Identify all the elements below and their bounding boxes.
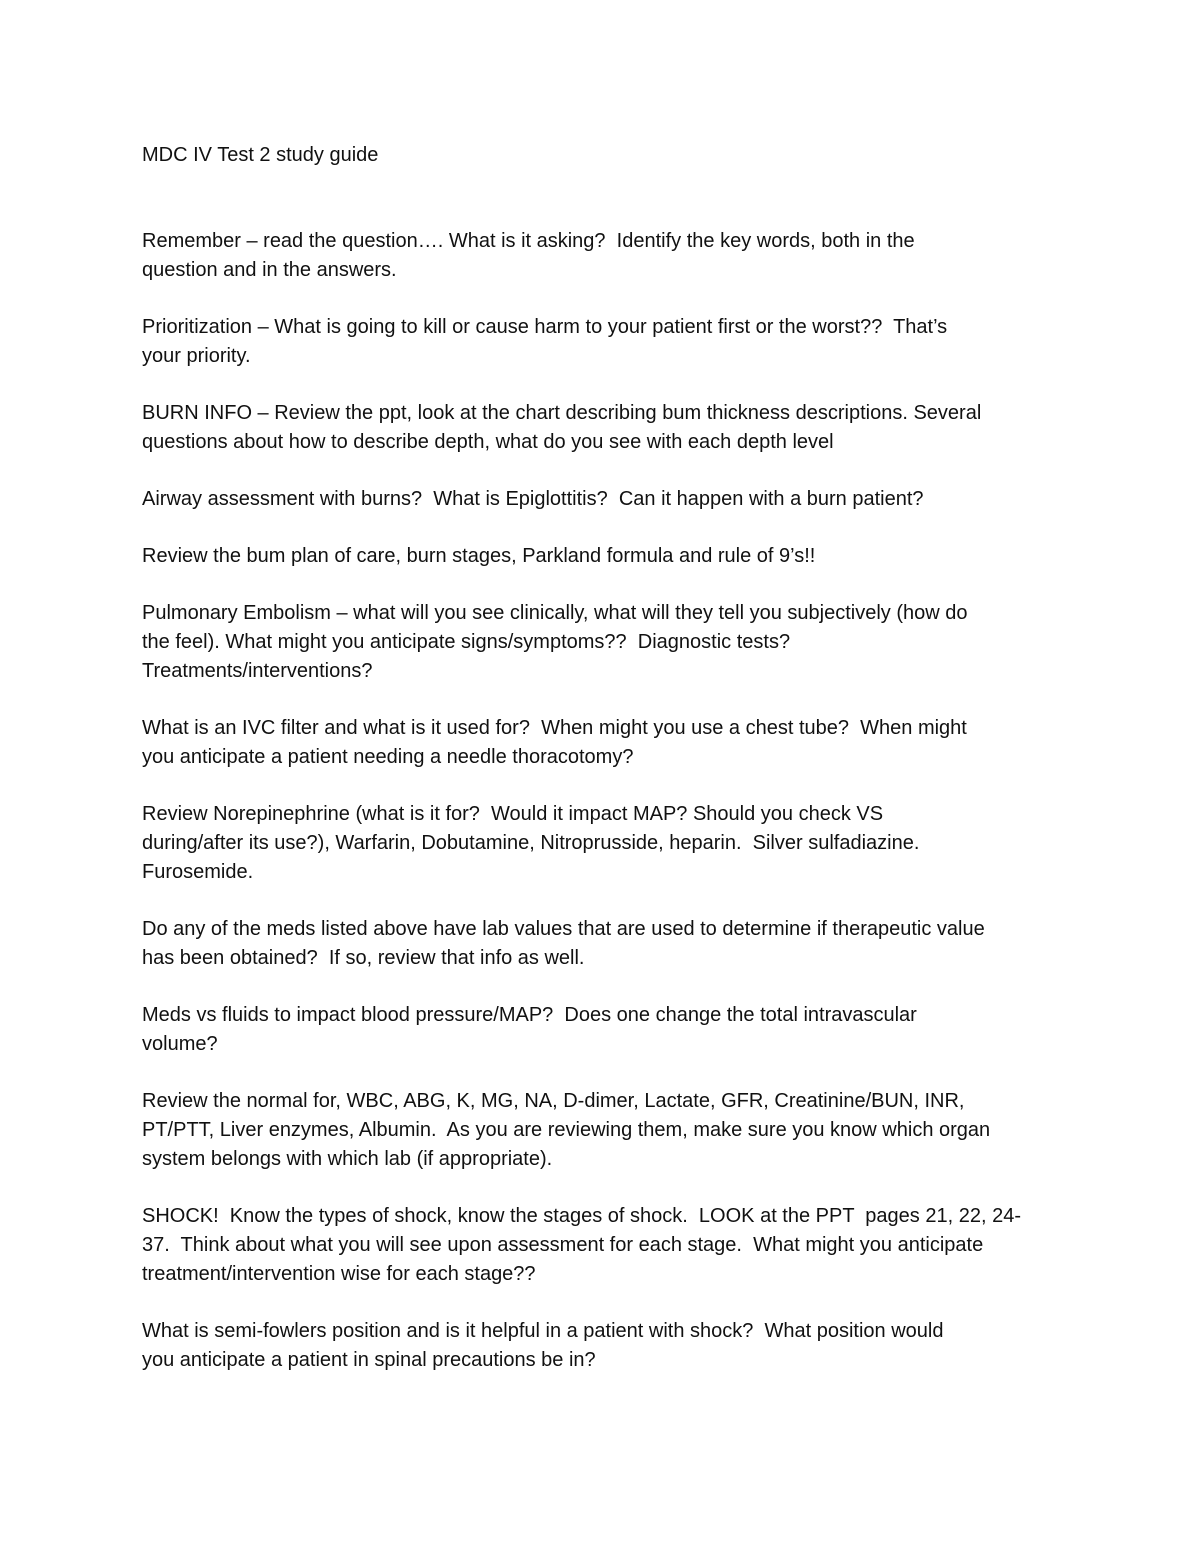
- paragraph-line: Do any of the meds listed above have lab values that are used to determine if therapeutic value: [142, 918, 985, 940]
- paragraph: [142, 227, 1062, 285]
- paragraph: [142, 714, 1062, 772]
- paragraph: [142, 1317, 1062, 1375]
- paragraph: [142, 800, 1062, 887]
- paragraph-line: question and in the answers.: [142, 259, 397, 281]
- paragraph-line: What is an IVC filter and what is it used for? When might you use a chest tube? When might: [142, 717, 967, 739]
- paragraph-line: BURN INFO – Review the ppt, look at the chart describing bum thickness descriptions. Several: [142, 402, 982, 424]
- paragraph-line: volume?: [142, 1033, 218, 1055]
- document-title: MDC IV Test 2 study guide: [142, 144, 379, 166]
- paragraph: [142, 599, 1062, 686]
- paragraph-line: you anticipate a patient in spinal precautions be in?: [142, 1349, 596, 1371]
- paragraph-line: Review the bum plan of care, burn stages, Parkland formula and rule of 9’s!!: [142, 545, 816, 567]
- paragraph: [142, 485, 1062, 514]
- paragraph-line: SHOCK! Know the types of shock, know the stages of shock. LOOK at the PPT pages 21, 22, 24-: [142, 1205, 1021, 1227]
- paragraph-line: the feel). What might you anticipate signs/symptoms?? Diagnostic tests?: [142, 631, 791, 653]
- paragraph-line: treatment/intervention wise for each stage??: [142, 1263, 536, 1285]
- paragraph-line: 37. Think about what you will see upon assessment for each stage. What might you anticipate: [142, 1234, 984, 1256]
- paragraph-line: PT/PTT, Liver enzymes, Albumin. As you are reviewing them, make sure you know which organ: [142, 1119, 991, 1141]
- paragraph-list: [142, 227, 1062, 1375]
- paragraph-line: has been obtained? If so, review that info as well.: [142, 947, 585, 969]
- paragraph-line: your priority.: [142, 345, 251, 367]
- paragraph-line: Prioritization – What is going to kill or cause harm to your patient first or the worst?? That’s: [142, 316, 948, 338]
- paragraph-line: Remember – read the question…. What is it asking? Identify the key words, both in the: [142, 230, 915, 252]
- paragraph-line: Furosemide.: [142, 861, 254, 883]
- paragraph: [142, 399, 1062, 457]
- paragraph: [142, 1202, 1062, 1289]
- paragraph-line: you anticipate a patient needing a needle thoracotomy?: [142, 746, 634, 768]
- paragraph-line: Meds vs fluids to impact blood pressure/MAP? Does one change the total intravascular: [142, 1004, 917, 1026]
- paragraph-line: Review the normal for, WBC, ABG, K, MG, NA, D-dimer, Lactate, GFR, Creatinine/BUN, INR,: [142, 1090, 965, 1112]
- paragraph-line: Review Norepinephrine (what is it for? Would it impact MAP? Should you check VS: [142, 803, 884, 825]
- paragraph-line: Treatments/interventions?: [142, 660, 373, 682]
- paragraph: [142, 313, 1062, 371]
- paragraph: [142, 1087, 1062, 1174]
- paragraph-line: during/after its use?), Warfarin, Dobutamine, Nitroprusside, heparin. Silver sulfadiazine.: [142, 832, 920, 854]
- paragraph-line: Pulmonary Embolism – what will you see clinically, what will they tell you subjectively (how do: [142, 602, 968, 624]
- paragraph: [142, 915, 1062, 973]
- paragraph-line: questions about how to describe depth, what do you see with each depth level: [142, 431, 834, 453]
- paragraph-line: system belongs with which lab (if appropriate).: [142, 1148, 553, 1170]
- paragraph: [142, 1001, 1062, 1059]
- paragraph-line: Airway assessment with burns? What is Epiglottitis? Can it happen with a burn patient?: [142, 488, 924, 510]
- paragraph: [142, 542, 1062, 571]
- paragraph-line: What is semi-fowlers position and is it helpful in a patient with shock? What position would: [142, 1320, 944, 1342]
- document-body: [142, 141, 1062, 1403]
